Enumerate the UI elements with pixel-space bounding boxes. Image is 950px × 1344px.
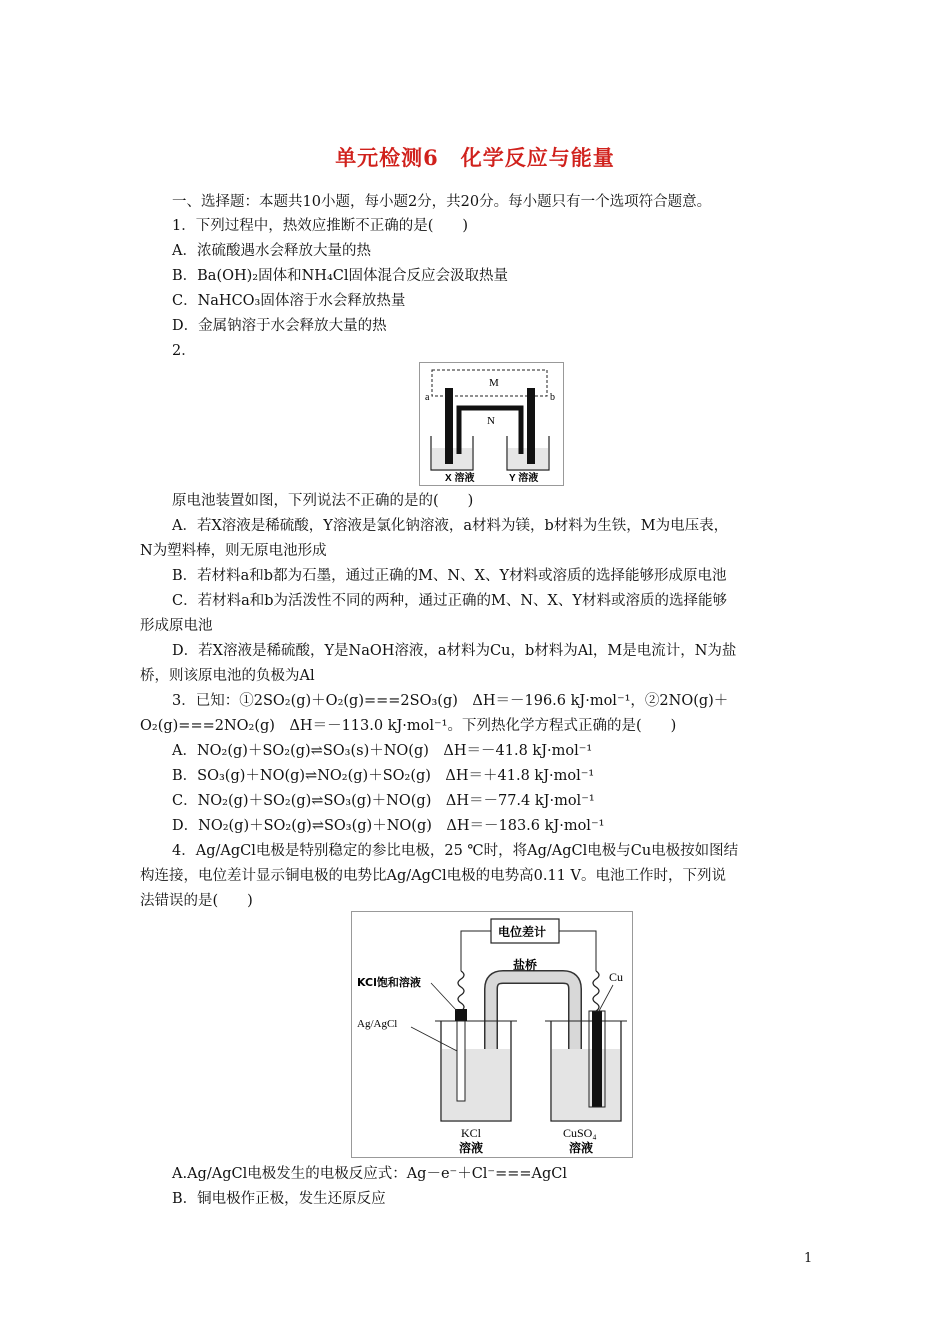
document-title: 单元检测6 化学反应与能量 (335, 145, 615, 170)
q3-option-d: D．NO₂(g)＋SO₂(g)⇌SO₃(g)＋NO(g) ΔH＝－183.6 kJ·mol⁻¹ (172, 818, 605, 834)
label-y-solution: Y 溶液 (509, 473, 539, 484)
label-n: N (487, 415, 495, 427)
q2-option-a-line2: N为塑料棒，则无原电池形成 (140, 543, 327, 559)
q1-option-d: D．金属钠溶于水会释放大量的热 (172, 318, 387, 334)
q2-option-a-line1: A．若X溶液是稀硫酸，Y溶液是氯化钠溶液，a材料为镁，b材料为生铁，M为电压表， (172, 518, 729, 534)
q1-option-b: B．Ba(OH)₂固体和NH₄Cl固体混合反应会汲取热量 (172, 268, 508, 284)
label-cuso4: CuSO₄ (563, 1126, 597, 1140)
label-kcl-solution: 溶液 (459, 1141, 484, 1155)
q1-option-a: A．浓硫酸遇水会释放大量的热 (172, 243, 371, 259)
q2-stem: 原电池装置如图，下列说法不正确的是的( ) (172, 493, 474, 509)
q2-number: 2． (172, 343, 196, 359)
q1-stem: 1．下列过程中，热效应推断不正确的是( ) (172, 218, 469, 234)
label-a: a (425, 392, 430, 403)
q3-option-a: A．NO₂(g)＋SO₂(g)⇌SO₃(s)＋NO(g) ΔH＝－41.8 kJ·mol⁻¹ (172, 743, 593, 759)
label-meter: 电位差计 (498, 925, 547, 939)
section-heading: 一、选择题：本题共10小题，每小题2分，共20分。每小题只有一个选项符合题意。 (172, 194, 712, 210)
q2-option-b: B．若材料a和b都为石墨，通过正确的M、N、X、Y材料或溶质的选择能够形成原电池 (172, 568, 727, 584)
q2-option-d-line1: D．若X溶液是稀硫酸，Y是NaOH溶液，a材料为Cu，b材料为Al，M是电流计，N为盐 (172, 643, 737, 659)
q4-line1: 4．Ag/AgCl电极是特别稳定的参比电极，25 ℃时，将Ag/AgCl电极与Cu电极按如图结 (172, 843, 739, 859)
reference-electrode-diagram (351, 911, 633, 1158)
q2-option-d-line2: 桥，则该原电池的负极为Al (140, 668, 315, 684)
q3-line1: 3．已知：①2SO₂(g)＋O₂(g)===2SO₃(g) ΔH＝－196.6 kJ·mol⁻¹，②2NO(g)＋ (172, 693, 729, 709)
label-kcl: KCl (461, 1126, 482, 1140)
label-kcl-saturated: KCl饱和溶液 (357, 976, 421, 989)
q2-option-c-line2: 形成原电池 (140, 618, 213, 634)
q3-option-b: B．SO₃(g)＋NO(g)⇌NO₂(g)＋SO₂(g) ΔH＝＋41.8 kJ·mol⁻¹ (172, 768, 595, 784)
q3-line2: O₂(g)===2NO₂(g) ΔH＝－113.0 kJ·mol⁻¹。下列热化学方程式正确的是( ) (140, 718, 677, 734)
label-ag-agcl: Ag/AgCl (357, 1018, 398, 1030)
q4-line3: 法错误的是( ) (140, 893, 253, 909)
reference-electrode-figure (351, 911, 633, 1158)
q4-option-b: B．铜电极作正极，发生还原反应 (172, 1191, 386, 1207)
label-x-solution: X 溶液 (445, 473, 475, 484)
q4-line2: 构连接，电位差计显示铜电极的电势比Ag/AgCl电极的电势高0.11 V。电池工作时，下列说 (140, 868, 726, 884)
page-number: 1 (804, 1251, 813, 1266)
q1-option-c: C．NaHCO₃固体溶于水会释放热量 (172, 293, 406, 309)
label-cuso4-solution: 溶液 (569, 1141, 594, 1155)
label-salt-bridge: 盐桥 (513, 958, 538, 972)
label-cu: Cu (609, 970, 624, 984)
q3-option-c: C．NO₂(g)＋SO₂(g)⇌SO₃(g)＋NO(g) ΔH＝－77.4 kJ·mol⁻¹ (172, 793, 595, 809)
q2-option-c-line1: C．若材料a和b为活泼性不同的两种，通过正确的M、N、X、Y材料或溶质的选择能够 (172, 593, 727, 609)
q4-option-a: A.Ag/AgCl电极发生的电极反应式：Ag－e⁻＋Cl⁻===AgCl (172, 1166, 568, 1182)
galvanic-cell-diagram (419, 362, 564, 486)
label-m: M (489, 377, 499, 389)
label-b: b (550, 392, 555, 403)
galvanic-cell-figure (419, 362, 564, 486)
